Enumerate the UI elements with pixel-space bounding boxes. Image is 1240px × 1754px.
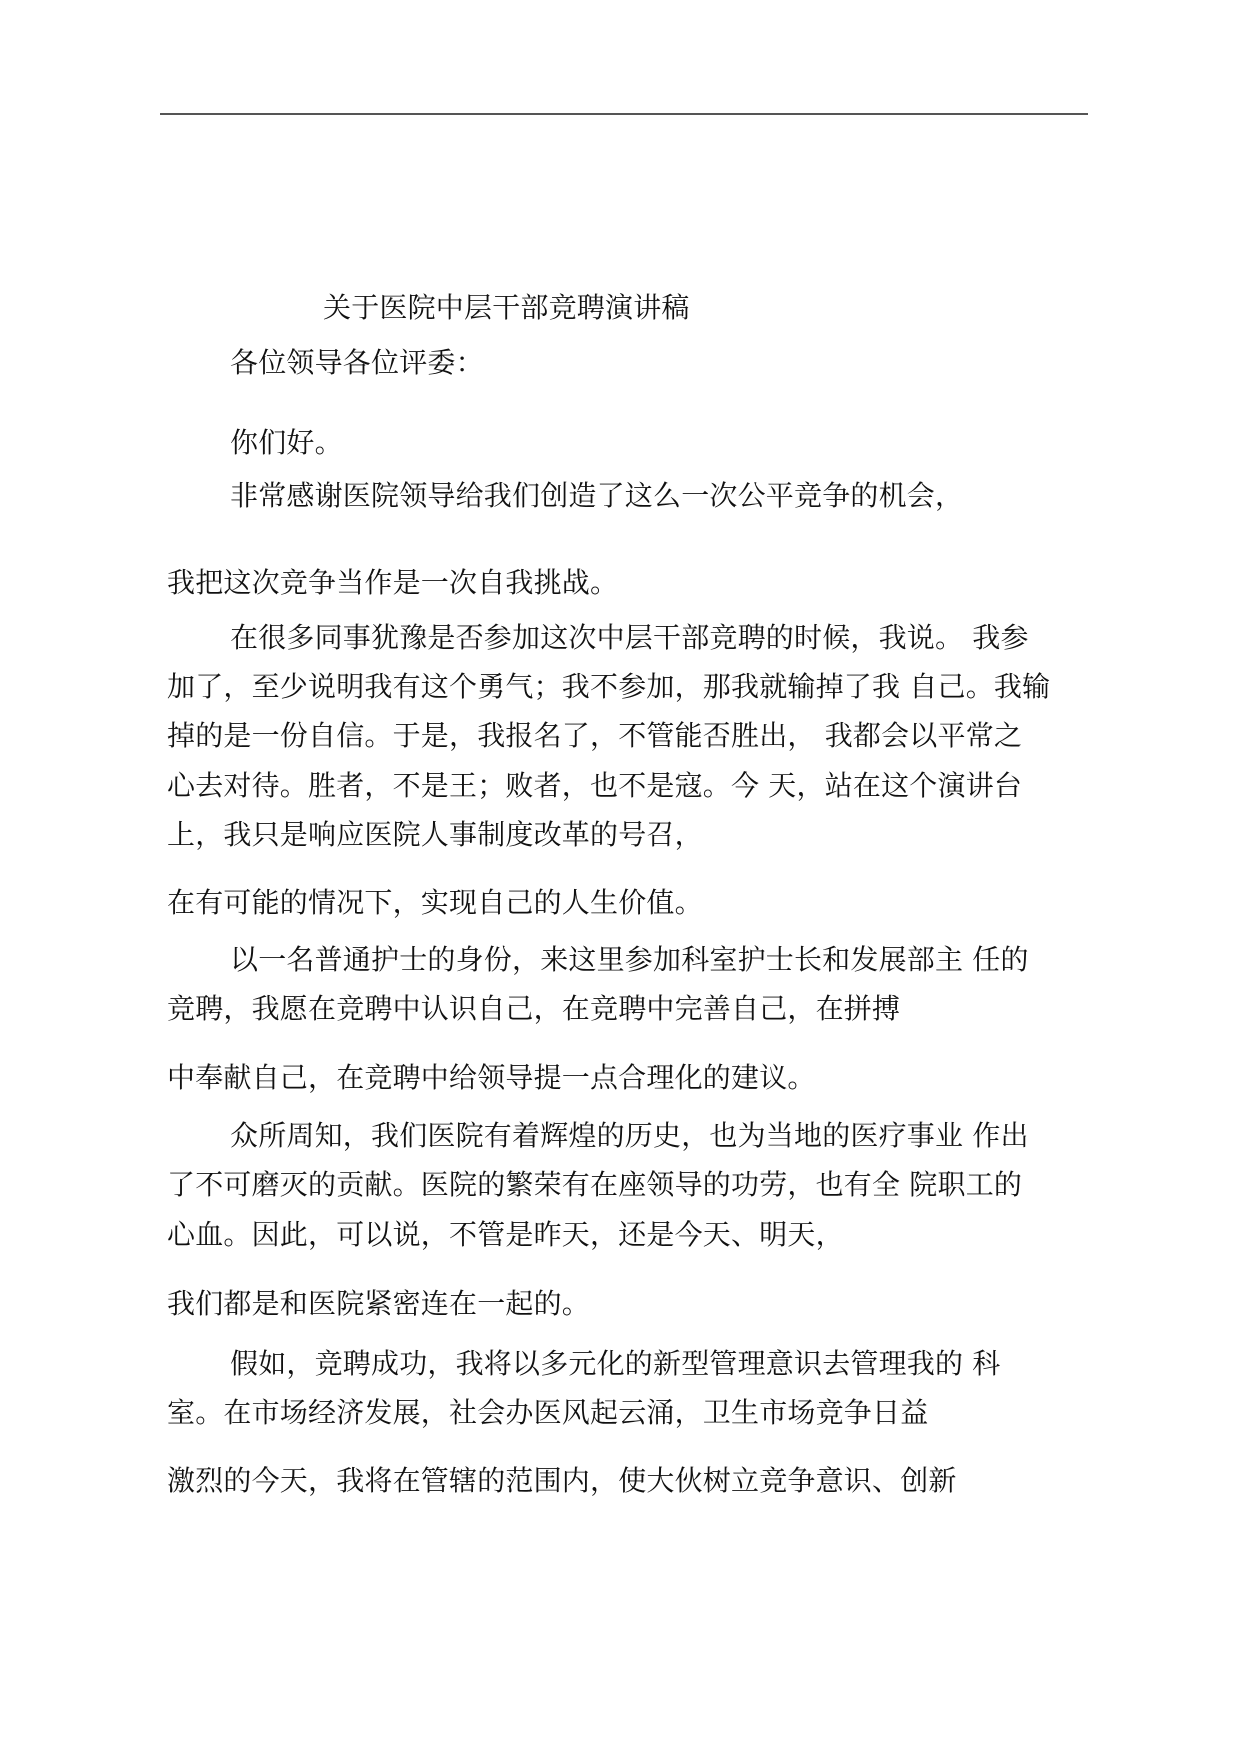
salutation: 各位领导各位评委： [230, 346, 484, 379]
paragraph-line: 掉的是一份自信。于是，我报名了，不管能否胜出， 我都会以平常之 [167, 719, 1023, 752]
paragraph-line: 心血。因此，可以说，不管是昨天，还是今天、明天， [167, 1218, 844, 1251]
paragraph-line: 在很多同事犹豫是否参加这次中层干部竞聘的时候，我说。 我参 [230, 621, 1029, 654]
paragraph-line: 你们好。 [230, 426, 343, 459]
paragraph-line: 激烈的今天，我将在管辖的范围内，使大伙树立竞争意识、创新 [167, 1464, 957, 1497]
paragraph-line: 心去对待。胜者，不是王；败者，也不是寇。今 天，站在这个演讲台 [167, 769, 1023, 802]
paragraph-line: 加了，至少说明我有这个勇气；我不参加，那我就输掉了我 自己。我输 [167, 670, 1051, 703]
paragraph-line: 了不可磨灭的贡献。医院的繁荣有在座领导的功劳，也有全 院职工的 [167, 1168, 1023, 1201]
paragraph-line: 上，我只是响应医院人事制度改革的号召， [167, 818, 703, 851]
paragraph-line: 假如，竞聘成功，我将以多元化的新型管理意识去管理我的 科 [230, 1347, 1001, 1380]
paragraph-line: 我把这次竞争当作是一次自我挑战。 [167, 566, 619, 599]
paragraph-line: 竞聘，我愿在竞聘中认识自己，在竞聘中完善自己，在拼搏 [167, 992, 901, 1025]
paragraph-line: 室。在市场经济发展，社会办医风起云涌，卫生市场竞争日益 [167, 1396, 929, 1429]
paragraph-line: 非常感谢医院领导给我们创造了这么一次公平竞争的机会， [230, 479, 964, 512]
paragraph-line: 以一名普通护士的身份，来这里参加科室护士长和发展部主 任的 [230, 943, 1029, 976]
paragraph-line: 我们都是和医院紧密连在一起的。 [167, 1287, 591, 1320]
paragraph-line: 中奉献自己，在竞聘中给领导提一点合理化的建议。 [167, 1061, 816, 1094]
paragraph-line: 在有可能的情况下，实现自己的人生价值。 [167, 886, 703, 919]
document-title: 关于医院中层干部竞聘演讲稿 [323, 291, 690, 324]
header-divider [160, 113, 1088, 115]
paragraph-line: 众所周知，我们医院有着辉煌的历史，也为当地的医疗事业 作出 [230, 1119, 1029, 1152]
